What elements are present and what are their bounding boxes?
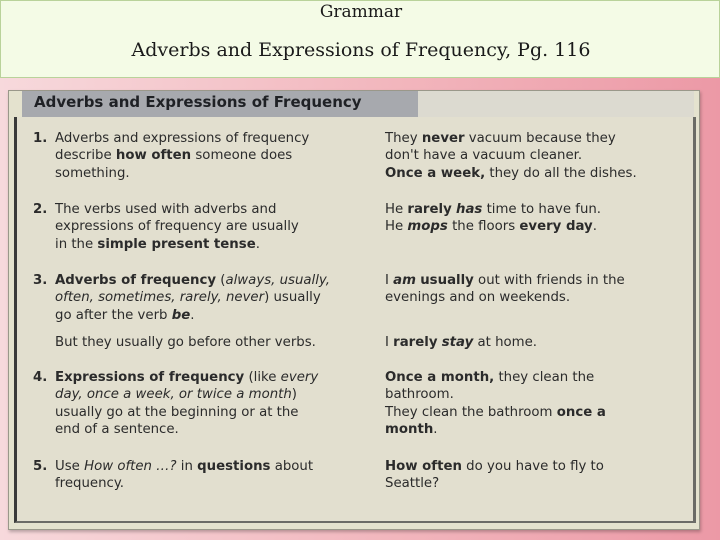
text-segment: month	[385, 422, 434, 438]
text-line	[385, 386, 685, 403]
text-segment: Once a month,	[385, 370, 495, 385]
text-segment: Expressions of frequency	[55, 370, 245, 385]
text-segment: evenings and on weekends.	[385, 290, 571, 306]
text-segment: I	[385, 335, 394, 350]
text-segment: Use	[55, 459, 85, 474]
row-number: 5.	[33, 459, 48, 474]
text-segment: am	[393, 273, 416, 288]
text-segment: mops	[407, 219, 448, 235]
text-line	[55, 307, 373, 324]
text-segment: Adverbs and expressions of frequency	[55, 131, 310, 146]
text-line	[385, 289, 685, 306]
text-segment: be	[171, 307, 191, 323]
text-line	[385, 458, 685, 475]
text-segment: vacuum because they	[464, 131, 616, 146]
text-segment: once a	[556, 404, 606, 420]
row-number: 2.	[33, 202, 48, 217]
text-segment: go after the verb	[55, 307, 172, 323]
text-segment: How often	[385, 459, 462, 474]
text-line	[55, 404, 373, 421]
text-segment: has	[455, 202, 483, 217]
text-segment: He	[385, 219, 408, 235]
text-segment: (	[216, 273, 226, 288]
text-segment: stay	[441, 335, 474, 350]
text-segment: time to have fun.	[482, 202, 602, 217]
row-number: 3.	[33, 273, 48, 288]
text-segment: expressions of frequency are usually	[55, 219, 299, 235]
text-segment: every	[280, 370, 319, 385]
slide-heading: Grammar	[319, 2, 403, 22]
text-segment: the floors	[447, 219, 520, 235]
chart-banner-background	[418, 91, 694, 117]
text-segment: They	[385, 131, 422, 146]
text-line	[55, 386, 373, 403]
text-line	[55, 475, 373, 492]
example-text	[385, 130, 685, 182]
text-line	[55, 458, 373, 475]
text-line	[55, 218, 373, 235]
text-line	[55, 289, 373, 306]
text-segment: they do all the dishes.	[485, 165, 637, 181]
text-line	[55, 201, 373, 218]
text-segment: I	[385, 273, 394, 288]
example-text	[385, 201, 685, 236]
text-segment: end of a sentence.	[55, 422, 179, 438]
text-line	[385, 421, 685, 438]
text-segment: .	[433, 422, 438, 438]
text-line	[55, 130, 373, 147]
rule-text	[55, 458, 373, 493]
text-segment: in the	[55, 236, 98, 252]
text-segment: He	[385, 202, 408, 217]
text-segment: someone does	[191, 148, 293, 164]
text-segment: .	[592, 219, 597, 235]
text-segment: How often …?	[84, 459, 177, 474]
text-segment: always, usually,	[225, 273, 330, 288]
text-segment: something.	[55, 165, 130, 181]
text-line	[55, 272, 373, 289]
text-line	[385, 475, 685, 492]
text-segment: often, sometimes, rarely, never	[55, 290, 265, 306]
text-line	[385, 334, 685, 351]
text-segment: usually go at the beginning or at the	[55, 404, 299, 420]
chart-title: Adverbs and Expressions of Frequency	[34, 93, 362, 111]
text-segment: never	[421, 131, 465, 146]
text-segment: don't have a vacuum cleaner.	[385, 148, 583, 164]
slide-header	[0, 0, 720, 78]
row-number: 4.	[33, 370, 48, 385]
text-segment: they clean the	[494, 370, 595, 385]
text-line	[385, 147, 685, 164]
text-segment: The verbs used with adverbs and	[55, 202, 277, 217]
text-segment: usually	[420, 273, 474, 288]
text-segment: rarely	[393, 335, 438, 350]
text-segment: They clean the bathroom	[385, 404, 557, 420]
example-text	[385, 334, 685, 351]
rule-text	[55, 334, 373, 351]
text-line	[385, 272, 685, 289]
text-segment: Adverbs of frequency	[55, 273, 217, 288]
text-segment: Seattle?	[385, 476, 440, 492]
text-segment: .	[255, 236, 260, 252]
text-segment: (like	[244, 370, 281, 385]
slide-title: Adverbs and Expressions of Frequency, Pg. 116	[131, 39, 591, 61]
text-segment: describe	[55, 148, 116, 164]
text-segment: simple present tense	[97, 236, 256, 252]
rule-text	[55, 369, 373, 439]
text-segment: bathroom.	[385, 387, 454, 403]
text-line	[55, 165, 373, 182]
text-segment: .	[190, 307, 195, 323]
text-line	[55, 147, 373, 164]
text-segment: in	[176, 459, 198, 474]
rule-text	[55, 201, 373, 253]
text-line	[385, 369, 685, 386]
example-text	[385, 272, 685, 307]
text-line	[55, 236, 373, 253]
rule-text	[55, 272, 373, 324]
text-line	[55, 369, 373, 386]
text-segment: frequency.	[55, 476, 125, 492]
text-segment: how often	[115, 148, 192, 164]
text-line	[385, 130, 685, 147]
text-line	[55, 334, 373, 351]
text-segment: at home.	[473, 335, 537, 350]
rule-text	[55, 130, 373, 182]
text-segment: about	[270, 459, 314, 474]
text-line	[55, 421, 373, 438]
text-segment: rarely	[407, 202, 452, 217]
text-line	[385, 201, 685, 218]
text-segment: do you have to fly to	[461, 459, 604, 474]
row-number: 1.	[33, 131, 48, 146]
text-segment: day, once a week, or twice a month	[55, 387, 292, 403]
text-segment: questions	[197, 459, 271, 474]
text-line	[385, 218, 685, 235]
text-segment: But they usually go before other verbs.	[55, 335, 316, 350]
text-line	[385, 165, 685, 182]
example-text	[385, 369, 685, 439]
text-segment: every day	[519, 219, 593, 235]
text-segment: )	[291, 387, 297, 403]
text-segment: out with friends in the	[473, 273, 625, 288]
chart-banner	[22, 91, 418, 117]
text-line	[385, 404, 685, 421]
text-segment: Once a week,	[385, 165, 486, 181]
text-segment: ) usually	[264, 290, 321, 306]
example-text	[385, 458, 685, 493]
